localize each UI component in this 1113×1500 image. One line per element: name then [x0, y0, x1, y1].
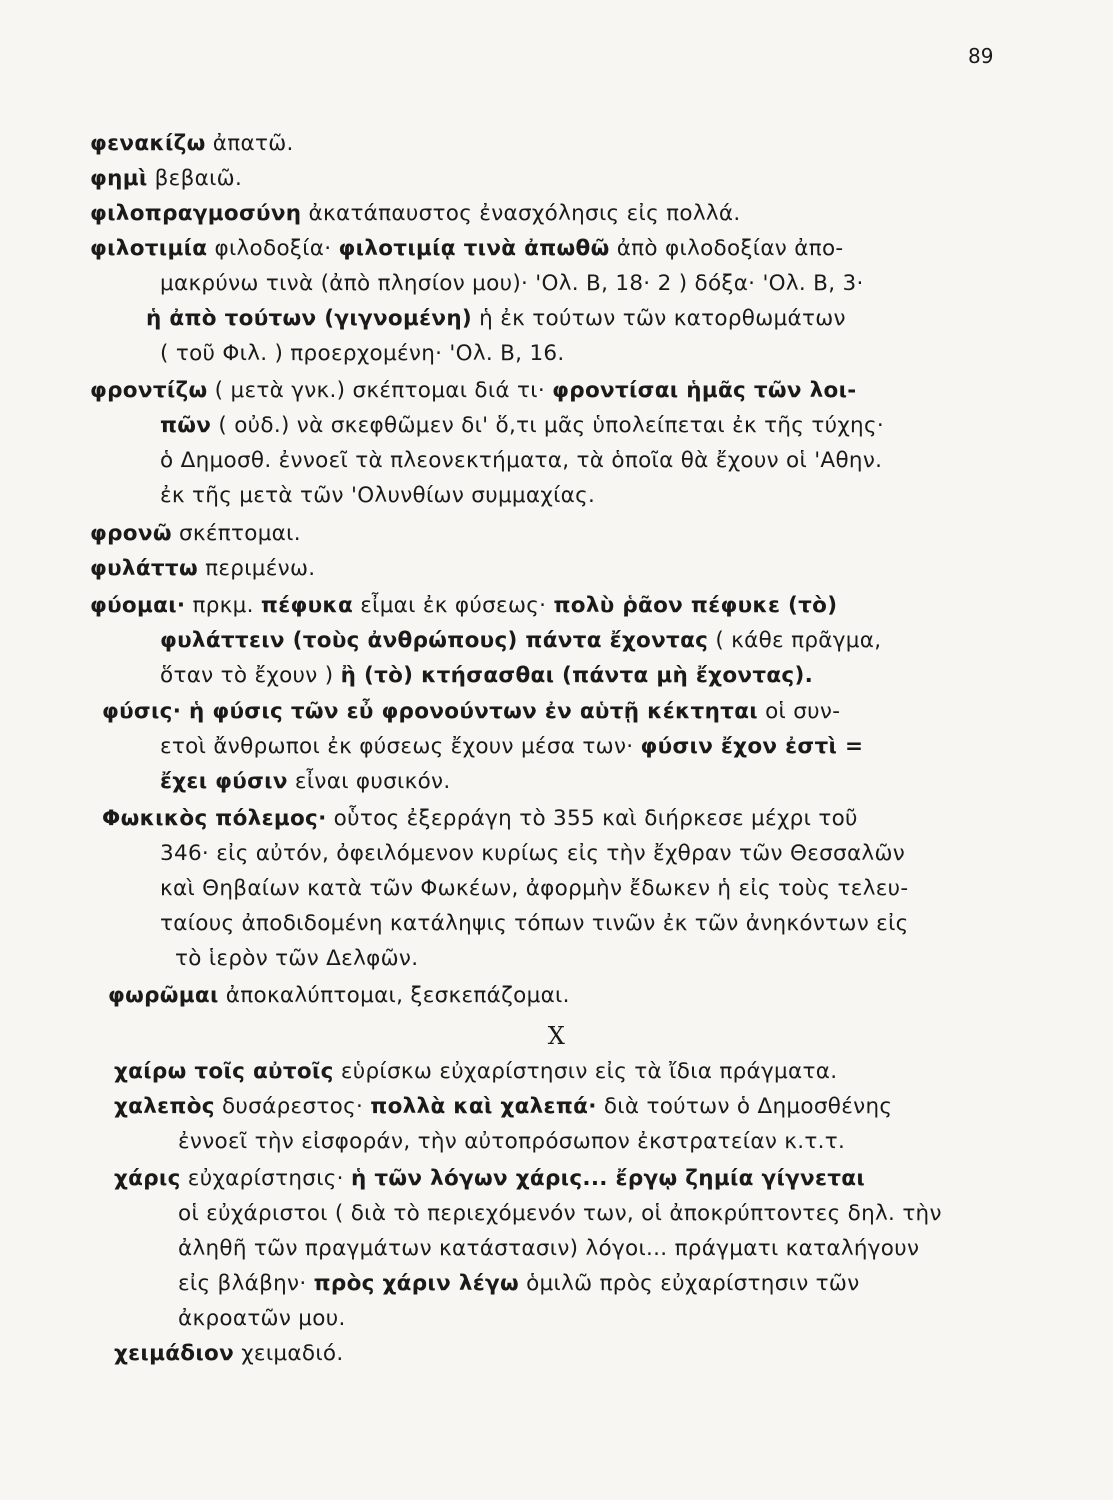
gloss-text: ἐννοεῖ τὴν εἰσφοράν, τὴν αὐτοπρόσωπον ἐκστρατείαν κ.τ.τ. — [178, 1129, 846, 1154]
gloss-text: εἰς βλάβην· — [178, 1271, 314, 1296]
gloss-text: ( μετὰ γνκ.) σκέπτομαι διά τι· — [207, 378, 553, 403]
gloss-text: εἶναι φυσικόν. — [287, 769, 451, 794]
headword: χαλεπὸς — [114, 1094, 215, 1119]
gloss-text: πρκμ. — [185, 593, 261, 618]
headword: φενακίζω — [90, 131, 206, 156]
gloss-text: ὁ Δημοσθ. ἐννοεῖ τὰ πλεονεκτήματα, τὰ ὁποῖα θὰ ἔχουν οἱ 'Αθην. — [160, 448, 883, 473]
entry-line — [178, 1270, 860, 1298]
gloss-text: 346· εἰς αὐτόν, ὀφειλόμενον κυρίως εἰς τὴν ἔχθραν τῶν Θεσσαλῶν — [160, 841, 906, 866]
headword: φυλάττειν (τοὺς ἀνθρώπους) πάντα ἔχοντας — [160, 628, 709, 653]
entry-line — [175, 945, 418, 973]
headword: ἡ τῶν λόγων χάρις... ἔργῳ ζημία γίγνεται — [350, 1166, 866, 1191]
headword: φύσις· ἡ φύσις τῶν εὖ φρονούντων ἐν αὑτῇ κέκτηται — [102, 699, 758, 724]
gloss-text: δυσάρεστος· — [214, 1094, 371, 1119]
gloss-text: ἀληθῆ τῶν πραγμάτων κατάστασιν) λόγοι... πράγματι καταλήγουν — [178, 1236, 920, 1261]
headword: πέφυκα — [260, 593, 354, 618]
headword: ἡ ἀπὸ τούτων (γιγνομένη) — [146, 306, 473, 331]
headword: φωρῶμαι — [108, 983, 219, 1008]
headword: ἔχει φύσιν — [160, 769, 288, 794]
headword: ἢ (τὸ) κτήσασθαι (πάντα μὴ ἔχοντας). — [340, 663, 814, 688]
entry-line — [114, 1093, 892, 1121]
entry-line — [160, 412, 884, 440]
entry-line — [90, 555, 315, 583]
gloss-text: σκέπτομαι. — [171, 521, 301, 546]
gloss-text: ἀπατῶ. — [205, 131, 294, 156]
gloss-text: ἐκ τῆς μετὰ τῶν 'Ολυνθίων συμμαχίας. — [160, 483, 596, 508]
gloss-text: βεβαιῶ. — [147, 166, 243, 191]
entry-line — [160, 340, 565, 368]
entry-line — [90, 235, 843, 263]
headword: χάρις — [114, 1166, 181, 1191]
entry-line — [90, 165, 242, 193]
headword: φιλοτιμία — [90, 236, 208, 261]
gloss-text: περιμένω. — [197, 556, 316, 581]
entry-line — [90, 130, 294, 158]
entry-line — [178, 1128, 845, 1156]
entry-line — [90, 592, 837, 620]
entry-line — [178, 1200, 942, 1228]
headword: χειμάδιον — [114, 1341, 235, 1366]
entry-line — [102, 698, 840, 726]
entry-line — [114, 1340, 344, 1368]
entry-line — [160, 662, 813, 690]
entry-line — [160, 447, 882, 475]
gloss-text: οἱ συν- — [757, 699, 841, 724]
entry-line — [160, 875, 908, 903]
gloss-text: εὑρίσκω εὐχαρίστησιν εἰς τὰ ἴδια πράγματα. — [333, 1059, 838, 1084]
headword: Φωκικὸς πόλεμος· — [102, 806, 327, 831]
headword: φύομαι· — [90, 593, 186, 618]
headword: πρὸς χάριν λέγω — [313, 1271, 519, 1296]
gloss-text: ἀκροατῶν μου. — [178, 1306, 346, 1331]
entry-line — [146, 305, 846, 333]
gloss-text: μακρύνω τινὰ (ἀπὸ πλησίον μου)· 'Ολ. Β, 18· 2 ) δόξα· 'Ολ. Β, 3· — [160, 271, 864, 296]
entry-line — [90, 200, 741, 228]
headword: φρονῶ — [90, 521, 172, 546]
entry-line — [90, 520, 301, 548]
entry-line — [90, 377, 856, 405]
gloss-text: τὸ ἱερὸν τῶν Δελφῶν. — [175, 946, 419, 971]
gloss-text: ἀποκαλύπτομαι, ξεσκεπάζομαι. — [218, 983, 570, 1008]
entry-line — [178, 1305, 346, 1333]
page-number: 89 — [968, 44, 994, 68]
entry-line — [160, 482, 595, 510]
entry-line — [160, 733, 863, 761]
headword: φημὶ — [90, 166, 148, 191]
section-letter — [0, 1022, 1113, 1050]
gloss-text: χειμαδιό. — [234, 1341, 344, 1366]
headword: φροντίσαι ἡμᾶς τῶν λοι- — [552, 378, 857, 403]
entry-line — [102, 805, 858, 833]
gloss-text: ταίους ἀποδιδομένη κατάληψις τόπων τινῶν ἐκ τῶν ἀνηκόντων εἰς — [160, 911, 909, 936]
entry-line — [114, 1058, 837, 1086]
headword: πῶν — [160, 413, 212, 438]
gloss-text: οἱ εὐχάριστοι ( διὰ τὸ περιεχόμενόν των, οἱ ἀποκρύπτοντες δηλ. τὴν — [178, 1201, 942, 1226]
gloss-text: καὶ Θηβαίων κατὰ τῶν Φωκέων, ἀφορμὴν ἔδωκεν ἡ εἰς τοὺς τελευ- — [160, 876, 909, 901]
headword: πολλὰ καὶ χαλεπά· — [370, 1094, 597, 1119]
entry-line — [160, 840, 905, 868]
entry-line — [160, 627, 881, 655]
headword: φυλάττω — [90, 556, 198, 581]
gloss-text: ( κάθε πρᾶγμα, — [708, 628, 882, 653]
entry-line — [160, 270, 864, 298]
headword: πολὺ ῥᾶον πέφυκε (τὸ) — [553, 593, 838, 618]
gloss-text: ἀκατάπαυστος ἐνασχόλησις εἰς πολλά. — [301, 201, 741, 226]
entry-line — [160, 768, 451, 796]
entry-line — [114, 1165, 865, 1193]
gloss-text: διὰ τούτων ὁ Δημοσθένης — [596, 1094, 893, 1119]
gloss-text: ἀπὸ φιλοδοξίαν ἀπο- — [609, 236, 844, 261]
headword: φύσιν ἔχον ἐστὶ = — [640, 734, 864, 759]
gloss-text: φιλοδοξία· — [207, 236, 339, 261]
gloss-text: ( τοῦ Φιλ. ) προερχομένη· 'Ολ. Β, 16. — [160, 341, 565, 366]
gloss-text: οὗτος ἐξερράγη τὸ 355 καὶ διήρκεσε μέχρι τοῦ — [326, 806, 858, 831]
headword: φροντίζω — [90, 378, 208, 403]
gloss-text: εὐχαρίστησις· — [180, 1166, 351, 1191]
gloss-text: ὁμιλῶ πρὸς εὐχαρίστησιν τῶν — [518, 1271, 860, 1296]
gloss-text: ἡ ἐκ τούτων τῶν κατορθωμάτων — [472, 306, 846, 331]
entry-line — [160, 910, 909, 938]
entry-line — [178, 1235, 919, 1263]
gloss-text: ὅταν τὸ ἔχουν ) — [160, 663, 341, 688]
gloss-text: ( οὐδ.) νὰ σκεφθῶμεν δι' ὅ,τι μᾶς ὑπολείπεται ἐκ τῆς τύχης· — [211, 413, 885, 438]
gloss-text: ετοὶ ἄνθρωποι ἐκ φύσεως ἔχουν μέσα των· — [160, 734, 641, 759]
headword: χαίρω τοῖς αὐτοῖς — [114, 1059, 334, 1084]
entry-line — [108, 982, 570, 1010]
gloss-text: Χ — [547, 1022, 566, 1050]
headword: φιλοπραγμοσύνη — [90, 201, 302, 226]
headword: φιλοτιμίᾳ τινὰ ἀπωθῶ — [338, 236, 610, 261]
gloss-text: εἶμαι ἐκ φύσεως· — [353, 593, 554, 618]
